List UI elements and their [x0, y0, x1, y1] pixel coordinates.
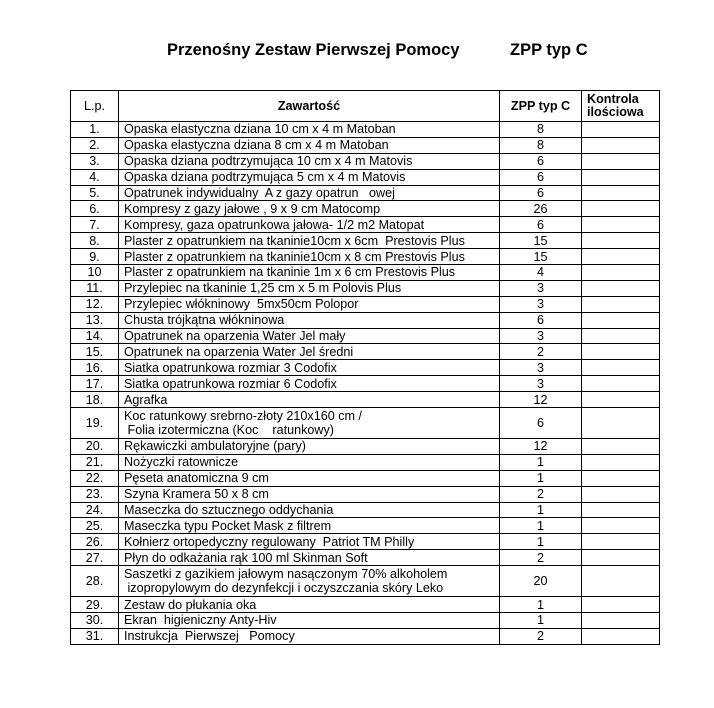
table-row — [71, 454, 660, 470]
header-content: Zawartość — [119, 91, 500, 122]
item-name: Maseczka do sztucznego oddychania — [119, 502, 500, 518]
row-number: 24. — [71, 502, 119, 518]
item-quantity: 3 — [500, 280, 582, 296]
row-number: 31. — [71, 628, 119, 644]
item-quantity: 6 — [500, 185, 582, 201]
item-quantity: 4 — [500, 265, 582, 281]
table-row — [71, 328, 660, 344]
quantity-check-cell[interactable] — [582, 328, 660, 344]
quantity-check-cell[interactable] — [582, 265, 660, 281]
row-number: 21. — [71, 454, 119, 470]
item-quantity: 20 — [500, 566, 582, 597]
item-name: Opatrunek na oparzenia Water Jel średni — [119, 344, 500, 360]
table-row — [71, 122, 660, 138]
table-row — [71, 265, 660, 281]
item-quantity: 1 — [500, 454, 582, 470]
table-row — [71, 233, 660, 249]
item-quantity: 8 — [500, 122, 582, 138]
quantity-check-cell[interactable] — [582, 486, 660, 502]
item-quantity: 3 — [500, 328, 582, 344]
quantity-check-cell[interactable] — [582, 470, 660, 486]
row-number: 17. — [71, 376, 119, 392]
item-name: Ekran higieniczny Anty-Hiv — [119, 613, 500, 629]
quantity-check-cell[interactable] — [582, 518, 660, 534]
item-quantity: 6 — [500, 312, 582, 328]
row-number: 28. — [71, 566, 119, 597]
item-name: Rękawiczki ambulatoryjne (pary) — [119, 439, 500, 455]
item-name: Chusta trójkątna włókninowa — [119, 312, 500, 328]
item-name: Kompresy, gaza opatrunkowa jałowa- 1/2 m2 Matopat — [119, 217, 500, 233]
item-name: Pęseta anatomiczna 9 cm — [119, 470, 500, 486]
quantity-check-cell[interactable] — [582, 296, 660, 312]
item-name: Opatrunek indywidualny A z gazy opatrun owej — [119, 185, 500, 201]
quantity-check-cell[interactable] — [582, 566, 660, 597]
row-number: 19. — [71, 408, 119, 439]
item-quantity: 3 — [500, 360, 582, 376]
row-number: 1. — [71, 122, 119, 138]
table-row — [71, 360, 660, 376]
item-quantity: 15 — [500, 249, 582, 265]
quantity-check-cell[interactable] — [582, 153, 660, 169]
item-name: Instrukcja Pierwszej Pomocy — [119, 628, 500, 644]
table-row — [71, 344, 660, 360]
item-name: Saszetki z gazikiem jałowym nasączonym 70% alkoholem izopropylowym do dezynfekcji i oczyszczania skóry Leko — [119, 566, 500, 597]
table-row — [71, 534, 660, 550]
item-name: Zestaw do płukania oka — [119, 597, 500, 613]
item-quantity: 1 — [500, 613, 582, 629]
item-name: Siatka opatrunkowa rozmiar 3 Codofix — [119, 360, 500, 376]
table-row — [71, 566, 660, 597]
row-number: 26. — [71, 534, 119, 550]
item-quantity: 1 — [500, 470, 582, 486]
item-name: Szyna Kramera 50 x 8 cm — [119, 486, 500, 502]
quantity-check-cell[interactable] — [582, 550, 660, 566]
table-header-row — [71, 91, 660, 122]
table-row — [71, 201, 660, 217]
row-number: 18. — [71, 392, 119, 408]
quantity-check-cell[interactable] — [582, 628, 660, 644]
row-number: 11. — [71, 280, 119, 296]
table-row — [71, 169, 660, 185]
header-check-line2: ilościowa — [587, 105, 644, 119]
item-name: Plaster z opatrunkiem na tkaninie10cm x 8 cm Prestovis Plus — [119, 249, 500, 265]
quantity-check-cell[interactable] — [582, 201, 660, 217]
item-quantity: 15 — [500, 233, 582, 249]
item-quantity: 12 — [500, 392, 582, 408]
row-number: 25. — [71, 518, 119, 534]
item-quantity: 1 — [500, 502, 582, 518]
item-name: Plaster z opatrunkiem na tkaninie 1m x 6 cm Prestovis Plus — [119, 265, 500, 281]
item-name: Opaska elastyczna dziana 10 cm x 4 m Matoban — [119, 122, 500, 138]
table-row — [71, 312, 660, 328]
row-number: 13. — [71, 312, 119, 328]
item-quantity: 12 — [500, 439, 582, 455]
quantity-check-cell[interactable] — [582, 534, 660, 550]
quantity-check-cell[interactable] — [582, 454, 660, 470]
item-quantity: 2 — [500, 628, 582, 644]
header-lp: L.p. — [71, 91, 119, 122]
quantity-check-cell[interactable] — [582, 502, 660, 518]
row-number: 15. — [71, 344, 119, 360]
row-number: 30. — [71, 613, 119, 629]
quantity-check-cell[interactable] — [582, 376, 660, 392]
header-check-line1: Kontrola — [587, 92, 639, 106]
table-row — [71, 597, 660, 613]
row-number: 16. — [71, 360, 119, 376]
row-number: 29. — [71, 597, 119, 613]
item-name: Kołnierz ortopedyczny regulowany Patriot TM Philly — [119, 534, 500, 550]
quantity-check-cell[interactable] — [582, 408, 660, 439]
quantity-check-cell[interactable] — [582, 122, 660, 138]
item-quantity: 3 — [500, 296, 582, 312]
quantity-check-cell[interactable] — [582, 439, 660, 455]
table-row — [71, 185, 660, 201]
row-number: 22. — [71, 470, 119, 486]
row-number: 14. — [71, 328, 119, 344]
kit-type-heading: ZPP typ C — [510, 41, 588, 59]
row-number: 9. — [71, 249, 119, 265]
row-number: 23. — [71, 486, 119, 502]
row-number: 3. — [71, 153, 119, 169]
row-number: 8. — [71, 233, 119, 249]
table-row — [71, 392, 660, 408]
quantity-check-cell[interactable] — [582, 360, 660, 376]
quantity-check-cell[interactable] — [582, 312, 660, 328]
quantity-check-cell[interactable] — [582, 613, 660, 629]
row-number: 20. — [71, 439, 119, 455]
item-quantity: 26 — [500, 201, 582, 217]
item-quantity: 2 — [500, 486, 582, 502]
table-row — [71, 550, 660, 566]
quantity-check-cell[interactable] — [582, 137, 660, 153]
item-name: Nożyczki ratownicze — [119, 454, 500, 470]
item-name: Płyn do odkażania rąk 100 ml Skinman Soft — [119, 550, 500, 566]
row-number: 4. — [71, 169, 119, 185]
table-row — [71, 376, 660, 392]
item-quantity: 1 — [500, 534, 582, 550]
item-name: Opaska dziana podtrzymująca 5 cm x 4 m Matovis — [119, 169, 500, 185]
table-row — [71, 486, 660, 502]
item-name: Opaska elastyczna dziana 8 cm x 4 m Matoban — [119, 137, 500, 153]
row-number: 2. — [71, 137, 119, 153]
item-quantity: 2 — [500, 344, 582, 360]
row-number: 10 — [71, 265, 119, 281]
item-name: Opatrunek na oparzenia Water Jel mały — [119, 328, 500, 344]
header-quantity-check — [582, 91, 660, 122]
item-name: Agrafka — [119, 392, 500, 408]
table-row — [71, 613, 660, 629]
table-row — [71, 439, 660, 455]
quantity-check-cell[interactable] — [582, 392, 660, 408]
table-row — [71, 217, 660, 233]
table-row — [71, 502, 660, 518]
row-number: 5. — [71, 185, 119, 201]
item-quantity: 1 — [500, 597, 582, 613]
quantity-check-cell[interactable] — [582, 169, 660, 185]
table-row — [71, 628, 660, 644]
row-number: 7. — [71, 217, 119, 233]
item-name: Koc ratunkowy srebrno-złoty 210x160 cm / Folia izotermiczna (Koc ratunkowy) — [119, 408, 500, 439]
table-row — [71, 137, 660, 153]
item-quantity: 6 — [500, 408, 582, 439]
contents-table — [70, 90, 660, 645]
item-name: Opaska dziana podtrzymująca 10 cm x 4 m Matovis — [119, 153, 500, 169]
quantity-check-cell[interactable] — [582, 597, 660, 613]
quantity-check-cell[interactable] — [582, 280, 660, 296]
item-name: Przylepiec włókninowy 5mx50cm Polopor — [119, 296, 500, 312]
table-row — [71, 296, 660, 312]
table-row — [71, 408, 660, 439]
item-quantity: 8 — [500, 137, 582, 153]
row-number: 6. — [71, 201, 119, 217]
item-quantity: 6 — [500, 169, 582, 185]
item-quantity: 3 — [500, 376, 582, 392]
item-name: Przylepiec na tkaninie 1,25 cm x 5 m Polovis Plus — [119, 280, 500, 296]
quantity-check-cell[interactable] — [582, 233, 660, 249]
row-number: 12. — [71, 296, 119, 312]
table-row — [71, 249, 660, 265]
item-name: Plaster z opatrunkiem na tkaninie10cm x 6cm Prestovis Plus — [119, 233, 500, 249]
table-row — [71, 470, 660, 486]
quantity-check-cell[interactable] — [582, 217, 660, 233]
item-name: Maseczka typu Pocket Mask z filtrem — [119, 518, 500, 534]
item-quantity: 2 — [500, 550, 582, 566]
quantity-check-cell[interactable] — [582, 249, 660, 265]
quantity-check-cell[interactable] — [582, 185, 660, 201]
item-name: Kompresy z gazy jałowe , 9 x 9 cm Matocomp — [119, 201, 500, 217]
table-row — [71, 518, 660, 534]
quantity-check-cell[interactable] — [582, 344, 660, 360]
header-qty: ZPP typ C — [500, 91, 582, 122]
item-quantity: 1 — [500, 518, 582, 534]
item-name: Siatka opatrunkowa rozmiar 6 Codofix — [119, 376, 500, 392]
item-quantity: 6 — [500, 217, 582, 233]
document-title: Przenośny Zestaw Pierwszej Pomocy — [167, 41, 460, 59]
table-row — [71, 280, 660, 296]
row-number: 27. — [71, 550, 119, 566]
item-quantity: 6 — [500, 153, 582, 169]
table-row — [71, 153, 660, 169]
